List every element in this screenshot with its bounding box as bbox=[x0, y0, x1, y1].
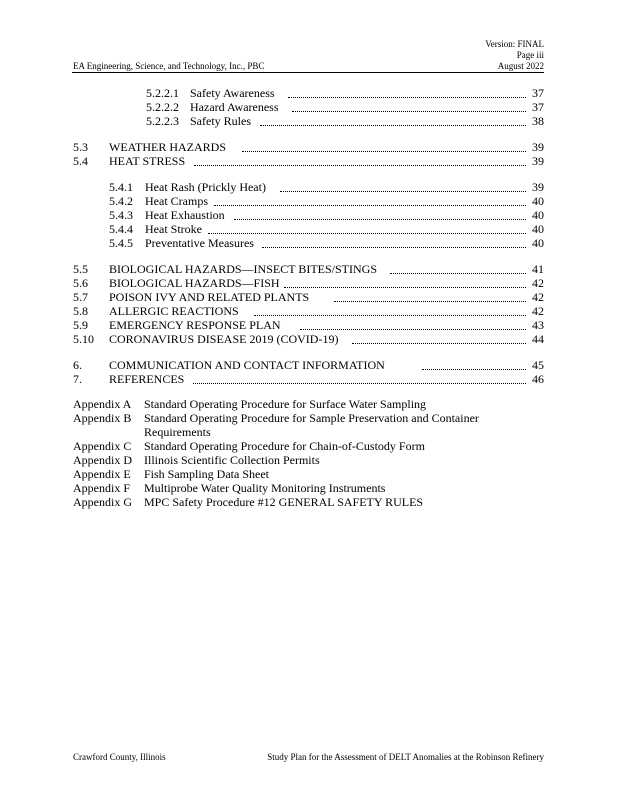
appendix-label: Appendix D bbox=[73, 453, 132, 467]
toc-entry-number: 5.2.2.3 bbox=[146, 114, 179, 128]
toc-entry-number: 5.2.2.1 bbox=[146, 86, 179, 100]
toc-entry-title: WEATHER HAZARDS bbox=[109, 140, 226, 154]
toc-entry-title: COMMUNICATION AND CONTACT INFORMATION bbox=[109, 358, 385, 372]
dot-leader bbox=[422, 369, 526, 370]
document-date: August 2022 bbox=[497, 61, 544, 71]
toc-entry[interactable] bbox=[0, 155, 618, 168]
dot-leader bbox=[242, 151, 526, 152]
toc-entry[interactable] bbox=[0, 223, 618, 236]
dot-leader bbox=[284, 287, 526, 288]
toc-entry-number: 5.10 bbox=[73, 332, 94, 346]
toc-entry-page: 39 bbox=[532, 154, 544, 168]
toc-entry[interactable] bbox=[0, 373, 618, 386]
toc-entry-title: Preventative Measures bbox=[145, 236, 254, 250]
toc-entry[interactable] bbox=[0, 209, 618, 222]
toc-entry-number: 5.6 bbox=[73, 276, 88, 290]
dot-leader bbox=[352, 343, 526, 344]
dot-leader bbox=[260, 125, 526, 126]
toc-entry-page: 40 bbox=[532, 208, 544, 222]
toc-entry-page: 40 bbox=[532, 236, 544, 250]
toc-entry-title: Heat Rash (Prickly Heat) bbox=[145, 180, 266, 194]
toc-entry-page: 46 bbox=[532, 372, 544, 386]
appendix-label: Appendix E bbox=[73, 467, 131, 481]
toc-entry-number: 5.4.2 bbox=[109, 194, 133, 208]
appendix-title: MPC Safety Procedure #12 GENERAL SAFETY RULES bbox=[144, 495, 424, 509]
toc-entry-number: 5.4.4 bbox=[109, 222, 133, 236]
toc-entry-number: 5.5 bbox=[73, 262, 88, 276]
toc-entry-number: 5.7 bbox=[73, 290, 88, 304]
footer-location: Crawford County, Illinois bbox=[73, 752, 166, 762]
toc-entry-number: 5.3 bbox=[73, 140, 88, 154]
toc-entry[interactable] bbox=[0, 141, 618, 154]
toc-entry[interactable] bbox=[0, 263, 618, 276]
page-number: Page iii bbox=[516, 50, 544, 60]
version-label: Version: FINAL bbox=[485, 39, 544, 49]
dot-leader bbox=[334, 301, 526, 302]
appendix-title: Standard Operating Procedure for Surface Water Sampling bbox=[144, 397, 427, 411]
dot-leader bbox=[280, 191, 526, 192]
toc-entry-number: 7. bbox=[73, 372, 82, 386]
toc-entry-title: Safety Rules bbox=[190, 114, 251, 128]
dot-leader bbox=[390, 273, 526, 274]
toc-entry-page: 39 bbox=[532, 140, 544, 154]
appendix-title: Illinois Scientific Collection Permits bbox=[144, 453, 320, 467]
dot-leader bbox=[254, 315, 526, 316]
toc-entry-number: 5.4.5 bbox=[109, 236, 133, 250]
dot-leader bbox=[292, 111, 526, 112]
toc-entry-title: POISON IVY AND RELATED PLANTS bbox=[109, 290, 310, 304]
toc-entry-number: 5.4 bbox=[73, 154, 88, 168]
toc-entry-number: 5.4.1 bbox=[109, 180, 133, 194]
toc-entry-page: 44 bbox=[532, 332, 544, 346]
appendix-title: Standard Operating Procedure for Sample Preservation and Container Requirements bbox=[144, 411, 479, 439]
toc-entry-page: 38 bbox=[532, 114, 544, 128]
toc-entry-page: 43 bbox=[532, 318, 544, 332]
toc-entry[interactable] bbox=[0, 359, 618, 372]
toc-entry-number: 5.8 bbox=[73, 304, 88, 318]
toc-entry-title: Heat Cramps bbox=[145, 194, 208, 208]
toc-entry-page: 42 bbox=[532, 304, 544, 318]
toc-entry[interactable] bbox=[0, 319, 618, 332]
footer-document-title: Study Plan for the Assessment of DELT Anomalies at the Robinson Refinery bbox=[267, 752, 544, 762]
appendix-label: Appendix A bbox=[73, 397, 132, 411]
toc-entry-page: 37 bbox=[532, 86, 544, 100]
dot-leader bbox=[208, 233, 526, 234]
toc-entry-title: ALLERGIC REACTIONS bbox=[109, 304, 239, 318]
toc-entry-number: 5.2.2.2 bbox=[146, 100, 179, 114]
dot-leader bbox=[234, 219, 526, 220]
dot-leader bbox=[214, 205, 526, 206]
toc-entry-page: 37 bbox=[532, 100, 544, 114]
toc-entry-page: 42 bbox=[532, 290, 544, 304]
toc-entry[interactable] bbox=[0, 237, 618, 250]
toc-entry[interactable] bbox=[0, 291, 618, 304]
toc-entry-title: HEAT STRESS bbox=[109, 154, 186, 168]
appendix-label: Appendix C bbox=[73, 439, 132, 453]
dot-leader bbox=[193, 383, 526, 384]
toc-entry-title: Heat Stroke bbox=[145, 222, 202, 236]
toc-entry-title: Hazard Awareness bbox=[190, 100, 279, 114]
appendix-label: Appendix F bbox=[73, 481, 130, 495]
appendix-title: Standard Operating Procedure for Chain-of-Custody Form bbox=[144, 439, 425, 453]
toc-entry-title: Safety Awareness bbox=[190, 86, 275, 100]
toc-entry-page: 40 bbox=[532, 222, 544, 236]
toc-entry-page: 42 bbox=[532, 276, 544, 290]
toc-entry-title: BIOLOGICAL HAZARDS—INSECT BITES/STINGS bbox=[109, 262, 378, 276]
toc-entry-title: BIOLOGICAL HAZARDS—FISH bbox=[109, 276, 280, 290]
toc-entry[interactable] bbox=[0, 115, 618, 128]
toc-entry-number: 6. bbox=[73, 358, 82, 372]
toc-entry[interactable] bbox=[0, 101, 618, 114]
appendix-label: Appendix B bbox=[73, 411, 132, 425]
toc-entry-title: EMERGENCY RESPONSE PLAN bbox=[109, 318, 281, 332]
toc-entry[interactable] bbox=[0, 181, 618, 194]
toc-entry-page: 41 bbox=[532, 262, 544, 276]
toc-entry[interactable] bbox=[0, 195, 618, 208]
toc-entry-page: 39 bbox=[532, 180, 544, 194]
toc-entry-title: CORONAVIRUS DISEASE 2019 (COVID-19) bbox=[109, 332, 339, 346]
toc-entry-title: Heat Exhaustion bbox=[145, 208, 225, 222]
appendix-label: Appendix G bbox=[73, 495, 132, 509]
toc-entry-title: REFERENCES bbox=[109, 372, 185, 386]
dot-leader bbox=[194, 165, 526, 166]
toc-entry[interactable] bbox=[0, 333, 618, 346]
appendix-title: Fish Sampling Data Sheet bbox=[144, 467, 269, 481]
toc-entry-number: 5.4.3 bbox=[109, 208, 133, 222]
dot-leader bbox=[300, 329, 526, 330]
header-rule bbox=[72, 72, 544, 73]
appendix-title: Multiprobe Water Quality Monitoring Instruments bbox=[144, 481, 386, 495]
toc-entry-number: 5.9 bbox=[73, 318, 88, 332]
toc-entry[interactable] bbox=[0, 87, 618, 100]
toc-entry[interactable] bbox=[0, 277, 618, 290]
toc-entry-page: 40 bbox=[532, 194, 544, 208]
company-name: EA Engineering, Science, and Technology, Inc., PBC bbox=[73, 61, 265, 71]
dot-leader bbox=[288, 97, 526, 98]
dot-leader bbox=[262, 247, 526, 248]
toc-entry-page: 45 bbox=[532, 358, 544, 372]
toc-entry[interactable] bbox=[0, 305, 618, 318]
